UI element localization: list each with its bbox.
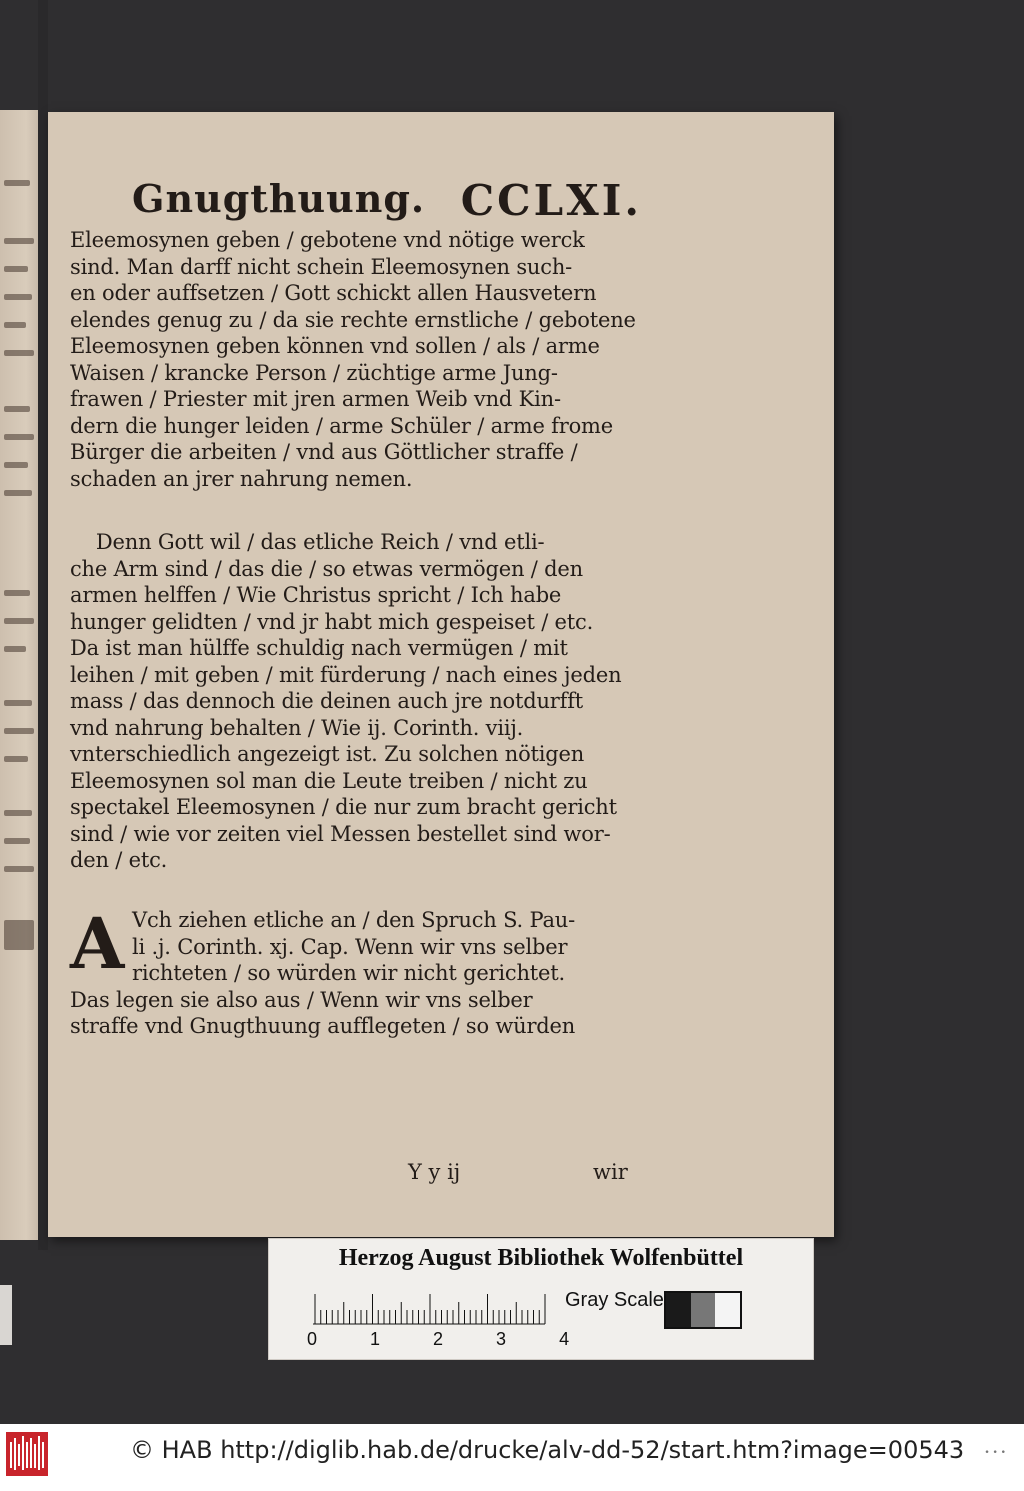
spine-gap [38, 0, 48, 1250]
text-line: richteten / so würden wir nicht gerichtet. [132, 961, 565, 985]
paragraph [70, 530, 621, 875]
ghost-text-line [4, 462, 28, 468]
page-foot [48, 1160, 834, 1190]
ghost-text-line [4, 238, 34, 244]
ghost-text-line [4, 618, 34, 624]
ghost-text-line [4, 180, 30, 186]
ghost-initial [4, 920, 34, 950]
text-line: Eleemosynen sol man die Leute treiben / nicht zu [70, 768, 588, 793]
ruler-numbers [307, 1329, 617, 1350]
text-line: sind / wie vor zeiten viel Messen bestellet sind wor- [70, 821, 611, 846]
text-line: li .j. Corinth. xj. Cap. Wenn wir vns selber [132, 934, 568, 959]
paragraph [70, 902, 576, 1041]
text-line: vnd nahrung behalten / Wie ij. Corinth. viij. [70, 715, 524, 740]
ghost-text-line [4, 810, 32, 816]
ghost-text-line [4, 350, 34, 356]
text-line: sind. Man darff nicht schein Eleemosynen such- [70, 254, 573, 279]
text-line: spectakel Eleemosynen / die nur zum bracht gericht [70, 795, 617, 819]
ghost-text-line [4, 728, 34, 734]
signature-mark: Y y ij [408, 1160, 461, 1184]
gray-swatch-light [715, 1293, 740, 1327]
ghost-text-line [4, 322, 26, 328]
gray-swatch-mid [691, 1293, 716, 1327]
text-line: Das legen sie also aus / Wenn wir vns selber [70, 987, 533, 1012]
gray-scale-swatches [664, 1291, 742, 1329]
text-line: Eleemosynen geben / gebotene vnd nötige werck [70, 228, 585, 252]
text-line: armen helffen / Wie Christus spricht / Ich habe [70, 583, 562, 607]
text-line: Waisen / krancke Person / züchtige arme Jung- [70, 360, 558, 385]
left-edge-tab [0, 1285, 12, 1345]
text-line: Denn Gott wil / das etliche Reich / vnd etli- [70, 530, 545, 554]
text-line: dern die hunger leiden / arme Schüler / arme frome [70, 413, 613, 438]
text-line: elendes genug zu / da sie rechte ernstliche / gebotene [70, 307, 636, 332]
library-name: Herzog August Bibliothek Wolfenbüttel [338, 1245, 744, 1271]
ruler-number: 4 [559, 1329, 570, 1349]
text-line: Vch ziehen etliche an / den Spruch S. Pau- [132, 908, 575, 932]
ruler-number: 1 [370, 1329, 381, 1349]
ghost-text-line [4, 866, 34, 872]
folio-number: CCLXI. [460, 176, 642, 225]
text-line: mass / das dennoch die deinen auch jre notdurfft [70, 689, 584, 713]
footer-bar [0, 1424, 1024, 1491]
book-page [48, 112, 834, 1237]
ghost-text-line [4, 490, 32, 496]
text-line: den / etc. [70, 848, 168, 872]
ghost-text-line [4, 646, 26, 652]
gray-swatch-dark [666, 1293, 691, 1327]
ghost-text-line [4, 406, 30, 412]
paragraph [70, 228, 636, 493]
text-line: che Arm sind / das die / so etwas vermögen / den [70, 556, 583, 581]
ghost-text-line [4, 266, 28, 272]
reference-card [268, 1238, 814, 1360]
decorated-initial: A [70, 902, 125, 985]
text-line: Bürger die arbeiten / vnd aus Göttlicher straffe / [70, 440, 578, 464]
ghost-text-line [4, 838, 30, 844]
ruler-number: 2 [433, 1329, 444, 1349]
ruler-scale [313, 1291, 553, 1325]
ghost-text-line [4, 434, 34, 440]
ruler-number: 0 [307, 1329, 318, 1349]
catchword: wir [593, 1160, 628, 1184]
running-head: Gnugthuung. [132, 176, 426, 221]
page-header [132, 176, 642, 226]
text-line: Eleemosynen geben können vnd sollen / als / arme [70, 334, 600, 358]
hab-logo-icon [6, 1432, 48, 1476]
text-line: en oder auffsetzen / Gott schickt allen Hausvetern [70, 281, 597, 305]
ghost-text-line [4, 590, 30, 596]
gray-scale-label: Gray Scale [565, 1289, 664, 1311]
text-line: Da ist man hülffe schuldig nach vermügen / mit [70, 636, 568, 660]
text-line: frawen / Priester mit jren armen Weib vnd Kin- [70, 387, 561, 411]
ghost-text-line [4, 294, 32, 300]
text-line: hunger gelidten / vnd jr habt mich gespeiset / etc. [70, 609, 594, 634]
ghost-text-line [4, 756, 28, 762]
ghost-text-line [4, 700, 32, 706]
text-line: schaden an jrer nahrung nemen. [70, 466, 413, 491]
copyright-url[interactable]: © HAB http://diglib.hab.de/drucke/alv-dd-52/start.htm?image=00543 [130, 1436, 965, 1464]
ruler-number: 3 [496, 1329, 507, 1349]
text-line: vnterschiedlich angezeigt ist. Zu solchen nötigen [70, 742, 585, 766]
text-line: leihen / mit geben / mit fürderung / nach eines jeden [70, 662, 622, 687]
footer-dots: • • • [984, 1448, 1006, 1458]
text-line: straffe vnd Gnugthuung aufflegeten / so würden [70, 1014, 576, 1038]
